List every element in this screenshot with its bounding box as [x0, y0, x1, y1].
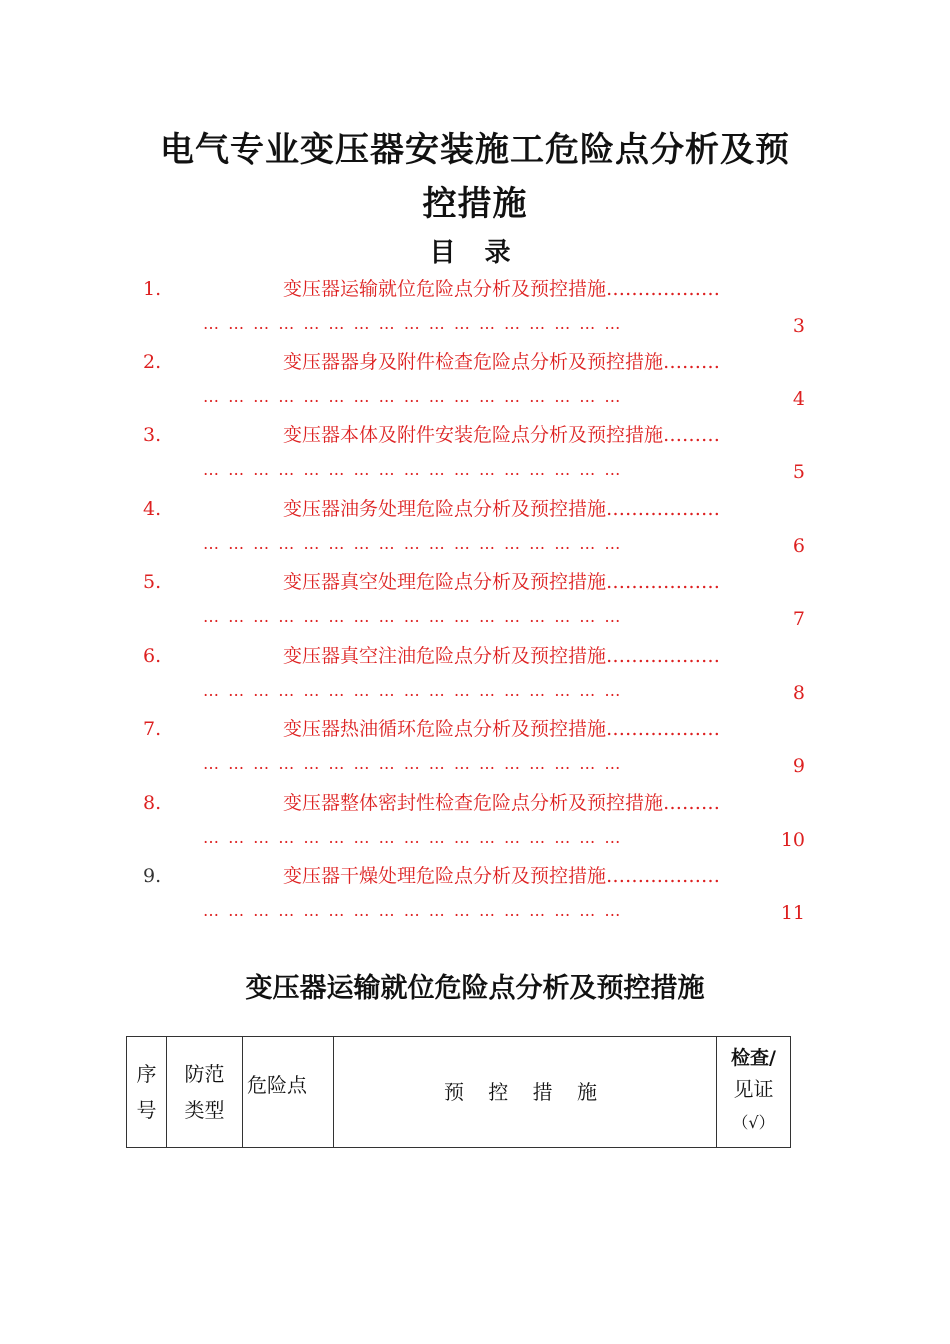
toc-entry-leader: … … … … … … … … … … … … … … … … …: [203, 460, 623, 479]
toc-entry-leader: … … … … … … … … … … … … … … … … …: [203, 607, 623, 626]
header-check-line1: 检查/: [731, 1047, 776, 1069]
toc-entry-link[interactable]: 变压器整体密封性检查危险点分析及预控措施………: [283, 792, 721, 814]
toc-entry-link[interactable]: 变压器真空处理危险点分析及预控措施………………: [283, 571, 721, 593]
toc-entry-number: 7.: [143, 718, 162, 740]
toc-entry-leader: … … … … … … … … … … … … … … … … …: [203, 754, 623, 773]
toc-entry-link[interactable]: 变压器真空注油危险点分析及预控措施………………: [283, 645, 721, 667]
toc-entry[interactable]: [0, 494, 950, 568]
toc-entry[interactable]: [0, 861, 950, 935]
toc-entry-page[interactable]: 4: [792, 388, 805, 410]
toc-entry-leader: … … … … … … … … … … … … … … … … …: [203, 387, 623, 406]
header-sequence-line1: 序: [136, 1062, 157, 1086]
header-type-line2: 类型: [184, 1098, 225, 1122]
toc-entry[interactable]: [0, 567, 950, 641]
header-prevention-type: [167, 1037, 243, 1148]
toc-entry-leader: … … … … … … … … … … … … … … … … …: [203, 534, 623, 553]
toc-entry[interactable]: [0, 420, 950, 494]
document-title-line1: 电气专业变压器安装施工危险点分析及预: [160, 130, 790, 170]
header-check-line2: 见证: [733, 1077, 774, 1101]
toc-entry-link[interactable]: 变压器干燥处理危险点分析及预控措施………………: [283, 865, 721, 887]
toc-heading: 目 录: [429, 238, 521, 268]
toc-entry-number: 5.: [143, 571, 162, 593]
toc-entry-link[interactable]: 变压器热油循环危险点分析及预控措施………………: [283, 718, 721, 740]
toc-entry-page[interactable]: 6: [792, 535, 805, 557]
toc-entry-page[interactable]: 9: [792, 755, 805, 777]
toc-entry-number: 3.: [143, 424, 162, 446]
header-danger-point: [243, 1037, 334, 1148]
toc-entry-leader: … … … … … … … … … … … … … … … … …: [203, 901, 623, 920]
toc-entry-leader: … … … … … … … … … … … … … … … … …: [203, 681, 623, 700]
header-sequence: [127, 1037, 167, 1148]
toc-entry-page[interactable]: 8: [792, 682, 805, 704]
toc-entry-number: 8.: [143, 792, 162, 814]
header-type-line1: 防范: [184, 1062, 225, 1086]
toc-entry[interactable]: [0, 714, 950, 788]
toc-entry-link[interactable]: 变压器油务处理危险点分析及预控措施………………: [283, 498, 721, 520]
toc-entry-number: 2.: [143, 351, 162, 373]
toc-entry[interactable]: [0, 274, 950, 348]
toc-entry-leader: … … … … … … … … … … … … … … … … …: [203, 314, 623, 333]
risk-control-table: [126, 1036, 791, 1148]
header-danger-label: 危险点: [247, 1073, 307, 1097]
toc-entry-page[interactable]: 10: [780, 829, 805, 851]
toc-entry-number: 4.: [143, 498, 162, 520]
toc-entry-link[interactable]: 变压器器身及附件检查危险点分析及预控措施………: [283, 351, 721, 373]
header-measures: [334, 1037, 717, 1148]
section-title: 变压器运输就位危险点分析及预控措施: [245, 973, 705, 1004]
toc-entry-page[interactable]: 3: [792, 315, 805, 337]
header-measures-label: 预 控 措 施: [443, 1080, 607, 1104]
check-mark-icon: （√）: [732, 1113, 775, 1132]
toc-entry[interactable]: [0, 641, 950, 715]
toc-entry-number: 9.: [143, 865, 162, 887]
header-check: [717, 1037, 791, 1148]
toc-entry[interactable]: [0, 788, 950, 862]
toc-entry-page[interactable]: 7: [792, 608, 805, 630]
table-header-row: [127, 1037, 791, 1148]
toc-entry-page[interactable]: 5: [792, 461, 805, 483]
toc-entry-link[interactable]: 变压器运输就位危险点分析及预控措施………………: [283, 278, 721, 300]
document-title-line2: 控措施: [422, 184, 528, 224]
toc-entry-link[interactable]: 变压器本体及附件安装危险点分析及预控措施………: [283, 424, 721, 446]
toc-entry[interactable]: [0, 347, 950, 421]
header-sequence-line2: 号: [136, 1098, 157, 1122]
toc-entry-number: 1.: [143, 278, 162, 300]
toc-entry-leader: … … … … … … … … … … … … … … … … …: [203, 828, 623, 847]
toc-entry-page[interactable]: 11: [780, 902, 805, 924]
toc-entry-number: 6.: [143, 645, 162, 667]
